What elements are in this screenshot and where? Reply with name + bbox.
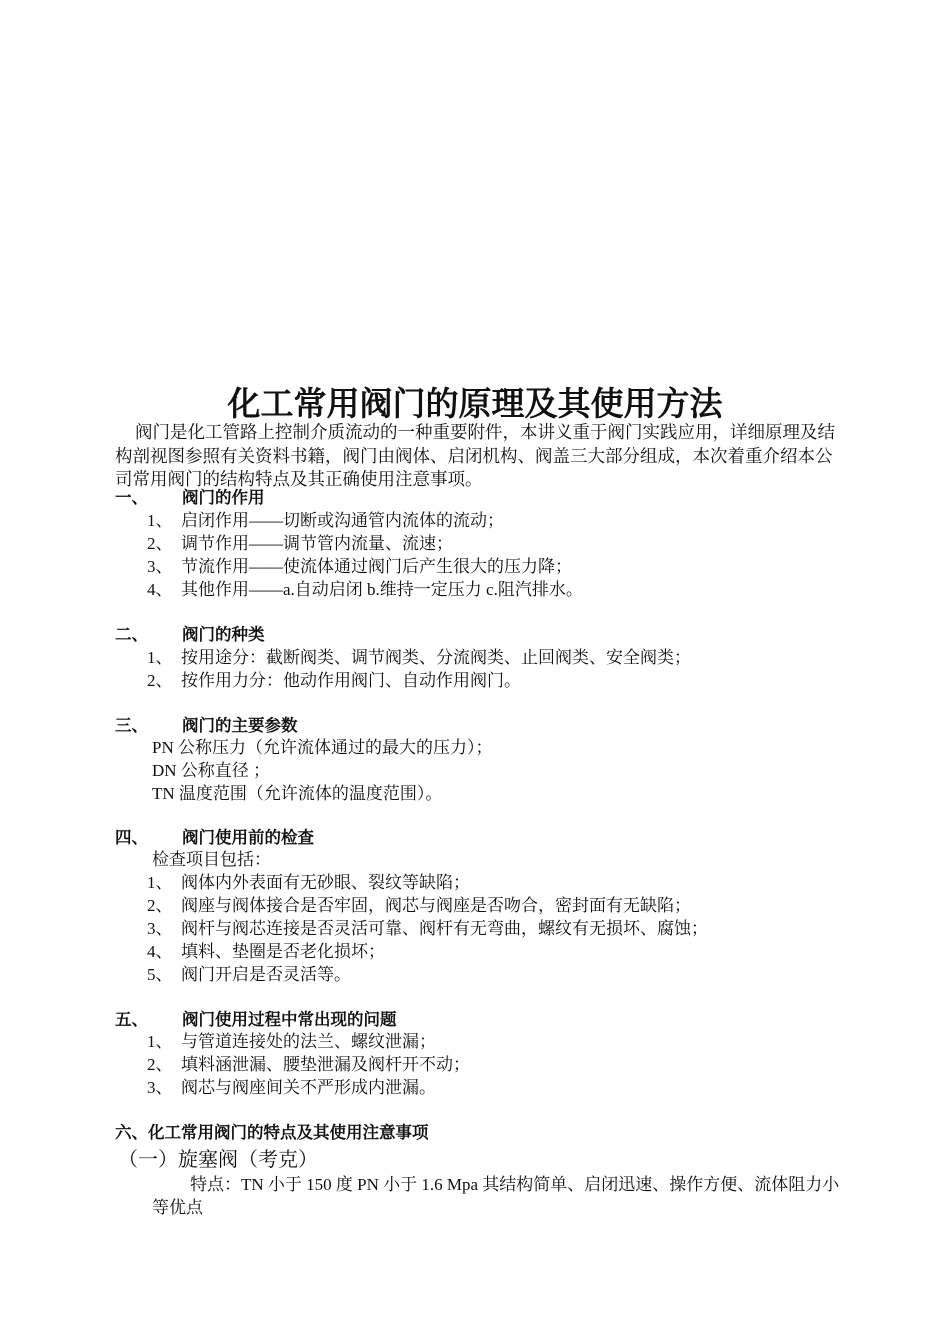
param-line: TN 温度范围（允许流体的温度范围）。	[152, 784, 443, 803]
list-number: 4、	[147, 942, 173, 961]
section-2-heading: 阀门的种类	[182, 625, 265, 644]
list-number: 1、	[147, 648, 173, 667]
list-item: 阀门开启是否灵活等。	[181, 965, 351, 984]
section-1-heading: 阀门的作用	[182, 488, 265, 507]
list-item: 阀体内外表面有无砂眼、裂纹等缺陷；	[181, 873, 470, 892]
section-4-heading: 阀门使用前的检查	[182, 828, 314, 847]
list-item: 阀芯与阀座间关不严形成内泄漏。	[181, 1078, 436, 1097]
list-number: 1、	[147, 511, 173, 530]
list-number: 3、	[147, 1078, 173, 1097]
list-item: 按用途分：截断阀类、调节阀类、分流阀类、止回阀类、安全阀类；	[181, 648, 691, 667]
list-number: 4、	[147, 580, 173, 599]
list-item: 阀杆与阀芯连接是否灵活可靠、阀杆有无弯曲，螺纹有无损坏、腐蚀；	[181, 919, 708, 938]
section-4-number: 四、	[115, 828, 148, 847]
list-item: 填料、垫圈是否老化损坏；	[181, 942, 385, 961]
list-number: 2、	[147, 534, 173, 553]
param-line: PN 公称压力（允许流体通过的最大的压力）；	[152, 738, 493, 757]
list-item: 调节作用——调节管内流量、流速；	[181, 534, 453, 553]
list-number: 1、	[147, 873, 173, 892]
list-number: 1、	[147, 1032, 173, 1051]
list-item: 与管道连接处的法兰、螺纹泄漏；	[181, 1032, 436, 1051]
feature-paragraph	[152, 1173, 852, 1219]
feature-text: 特点：TN 小于 150 度 PN 小于 1.6 Mpa 其结构简单、启闭迅速、操作方便、流体阻力小等优点	[152, 1175, 840, 1217]
list-item: 启闭作用——切断或沟通管内流体的流动；	[181, 511, 504, 530]
section-5-number: 五、	[115, 1010, 148, 1029]
list-item: 节流作用——使流体通过阀门后产生很大的压力降；	[181, 557, 572, 576]
intro-text: 阀门是化工管路上控制介质流动的一种重要附件，本讲义重于阀门实践应用，详细原理及结构剖视图参照有关资料书籍，阀门由阀体、启闭机构、阀盖三大部分组成，本次着重介绍本公司常用阀门的结构特点及其正确使用注意事项。	[115, 422, 835, 489]
list-number: 5、	[147, 965, 173, 984]
list-number: 2、	[147, 671, 173, 690]
list-number: 2、	[147, 896, 173, 915]
section-4-lead: 检查项目包括：	[152, 850, 271, 869]
list-item: 按作用力分：他动作用阀门、自动作用阀门。	[181, 671, 521, 690]
section-3-number: 三、	[115, 716, 148, 735]
list-item: 阀座与阀体接合是否牢固，阀芯与阀座是否吻合，密封面有无缺陷；	[181, 896, 691, 915]
param-line: DN 公称直径 ；	[152, 761, 271, 780]
list-number: 3、	[147, 557, 173, 576]
list-item: 其他作用——a.自动启闭 b.维持一定压力 c.阻汽排水。	[181, 580, 583, 599]
section-2-number: 二、	[115, 625, 148, 644]
section-1-number: 一、	[115, 488, 148, 507]
subsection-heading: （一）旋塞阀（考克）	[118, 1147, 318, 1171]
section-3-heading: 阀门的主要参数	[182, 716, 298, 735]
intro-paragraph	[115, 421, 845, 492]
section-5-heading: 阀门使用过程中常出现的问题	[182, 1010, 397, 1029]
section-6-heading: 六、化工常用阀门的特点及其使用注意事项	[115, 1123, 429, 1142]
list-number: 2、	[147, 1055, 173, 1074]
list-item: 填料涵泄漏、腰垫泄漏及阀杆开不动；	[181, 1055, 470, 1074]
list-number: 3、	[147, 919, 173, 938]
page-title: 化工常用阀门的原理及其使用方法	[227, 384, 723, 423]
